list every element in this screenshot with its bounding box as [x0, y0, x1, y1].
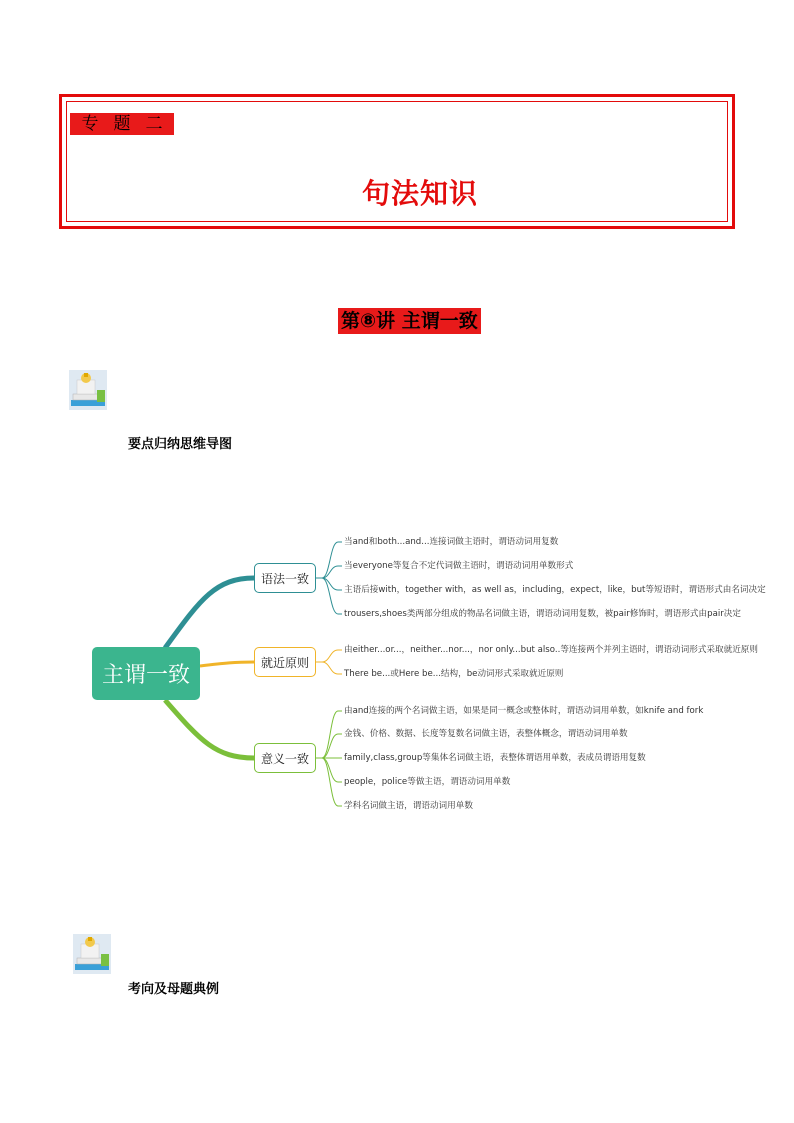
topic-tag-char-1: 专 [81, 114, 99, 134]
leaf-b3-3: family,class,group等集体名词做主语，表整体谓语用单数，表成员谓语用复数 [344, 753, 646, 763]
connector-root-b2 [200, 662, 254, 666]
topic-tag-char-3: 二 [145, 114, 163, 134]
branch-proximity-principle: 就近原则 [254, 647, 316, 677]
books-trophy-icon [73, 934, 111, 974]
topic-tag [70, 113, 174, 135]
leaf-b1-1: 当and和both...and...连接词做主语时，谓语动词用复数 [344, 537, 559, 547]
banner-title: 句法知识 [361, 177, 478, 210]
leaf-b2-1: 由either...or...，neither...nor...，nor only...but also..等连接两个并列主语时，谓语动词形式采取就近原则 [344, 645, 758, 655]
leaf-b3-2: 金钱、价格、数据、长度等复数名词做主语，表整体概念，谓语动词用单数 [344, 729, 628, 739]
leaf-b2-2: There be...或Here be...结构，be动词形式采取就近原则 [344, 669, 564, 679]
books-trophy-icon [69, 370, 107, 410]
branch-grammar-agreement: 语法一致 [254, 563, 316, 593]
leaf-b3-5: 学科名词做主语，谓语动词用单数 [344, 801, 473, 811]
branch-notional-agreement: 意义一致 [254, 743, 316, 773]
mindmap-root-node: 主谓一致 [92, 647, 200, 700]
leaf-b1-4: trousers,shoes类两部分组成的物品名词做主语，谓语动词用复数，被pair修饰时，谓语形式由pair决定 [344, 609, 741, 619]
connector-b2-l1 [316, 650, 342, 662]
connector-root-b1 [165, 578, 254, 648]
leaf-b1-2: 当everyone等复合不定代词做主语时，谓语动词用单数形式 [344, 561, 574, 571]
leaf-b3-4: people，police等做主语，谓语动词用单数 [344, 777, 511, 787]
connector-root-b3 [165, 700, 254, 758]
section-mindmap-label: 要点归纳思维导图 [128, 437, 233, 452]
connector-b2-l2 [322, 662, 342, 674]
topic-tag-char-2: 题 [113, 114, 131, 134]
leaf-b3-1: 由and连接的两个名词做主语，如果是同一概念或整体时，谓语动词用单数，如knife and fork [344, 706, 704, 716]
section-examples-label: 考向及母题典例 [128, 982, 220, 997]
connector-b1-l4 [322, 578, 342, 614]
leaf-b1-3: 主语后接with，together with，as well as，including，expect，like，but等短语时，谓语形式由名词决定 [344, 585, 766, 595]
lesson-title: 第⑧讲 主谓一致 [338, 308, 481, 334]
